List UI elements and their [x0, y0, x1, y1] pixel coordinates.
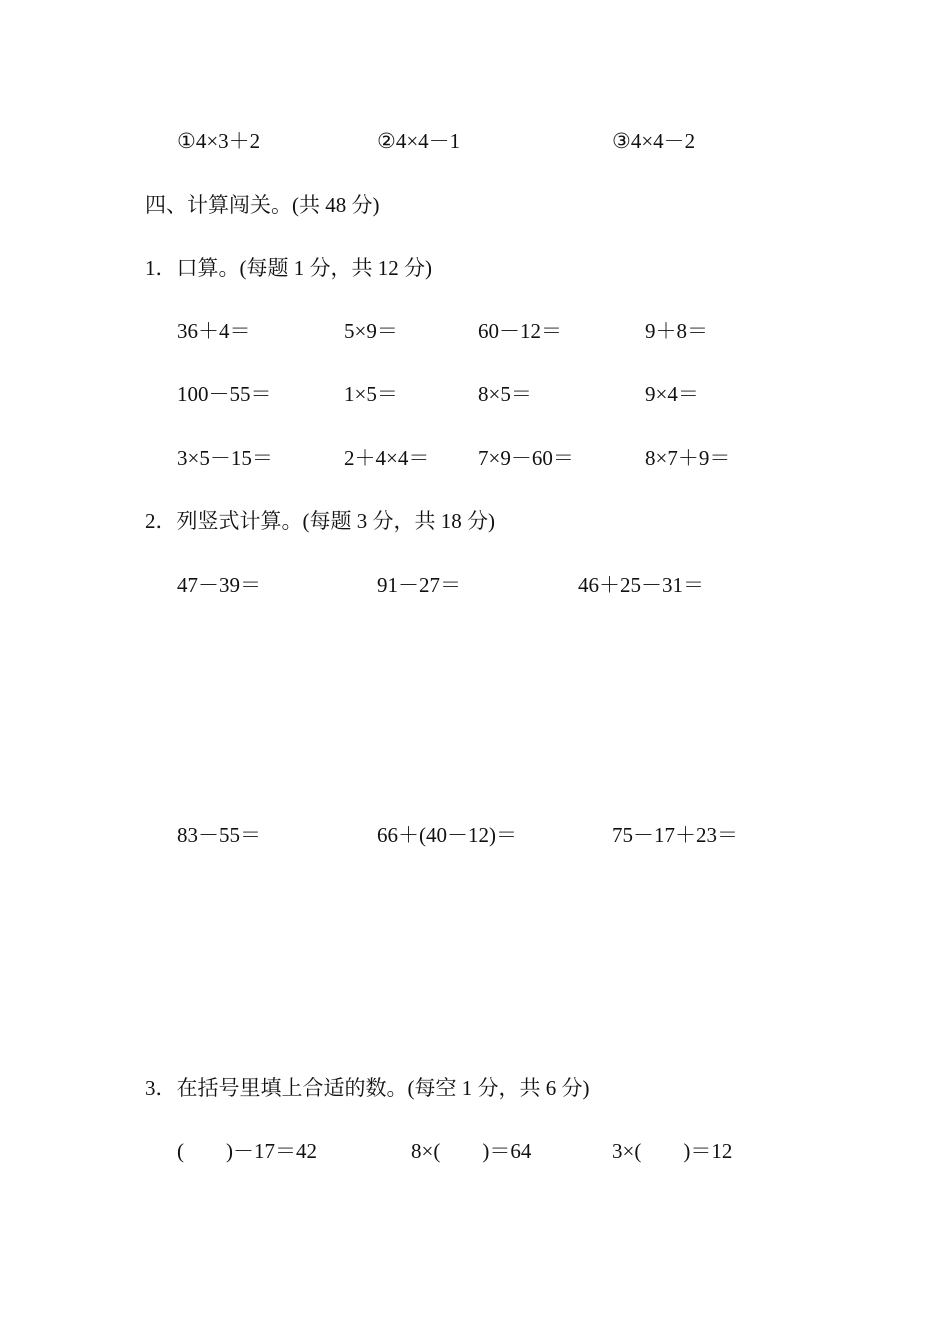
q2-item: 75－17＋23＝ [612, 823, 738, 847]
q2-item: 66＋(40－12)＝ [377, 823, 517, 847]
q2-title: 2．列竖式计算。(每题 3 分，共 18 分) [145, 509, 495, 533]
q1-item: 8×7＋9＝ [645, 446, 731, 470]
q2-item: 91－27＝ [377, 573, 461, 597]
q1-item: 9×4＝ [645, 382, 699, 406]
q3-item: 8×( )＝64 [411, 1139, 532, 1163]
q1-item: 2＋4×4＝ [344, 446, 430, 470]
q1-title: 1．口算。(每题 1 分，共 12 分) [145, 256, 432, 280]
q2-item: 83－55＝ [177, 823, 261, 847]
q3-item: ( )－17＝42 [177, 1139, 317, 1163]
q1-item: 100－55＝ [177, 382, 272, 406]
q1-item: 7×9－60＝ [478, 446, 574, 470]
q1-item: 5×9＝ [344, 319, 398, 343]
q1-item: 9＋8＝ [645, 319, 708, 343]
choice-2: ②4×4－1 [377, 129, 461, 153]
q2-item: 46＋25－31＝ [578, 573, 704, 597]
q3-item: 3×( )＝12 [612, 1139, 733, 1163]
q3-title: 3．在括号里填上合适的数。(每空 1 分，共 6 分) [145, 1076, 590, 1100]
q1-item: 36＋4＝ [177, 319, 251, 343]
q1-item: 60－12＝ [478, 319, 562, 343]
choice-1: ①4×3＋2 [177, 129, 261, 153]
q1-item: 3×5－15＝ [177, 446, 273, 470]
q2-item: 47－39＝ [177, 573, 261, 597]
q1-item: 1×5＝ [344, 382, 398, 406]
section-title: 四、计算闯关。(共 48 分) [145, 193, 380, 217]
q1-item: 8×5＝ [478, 382, 532, 406]
choice-3: ③4×4－2 [612, 129, 696, 153]
